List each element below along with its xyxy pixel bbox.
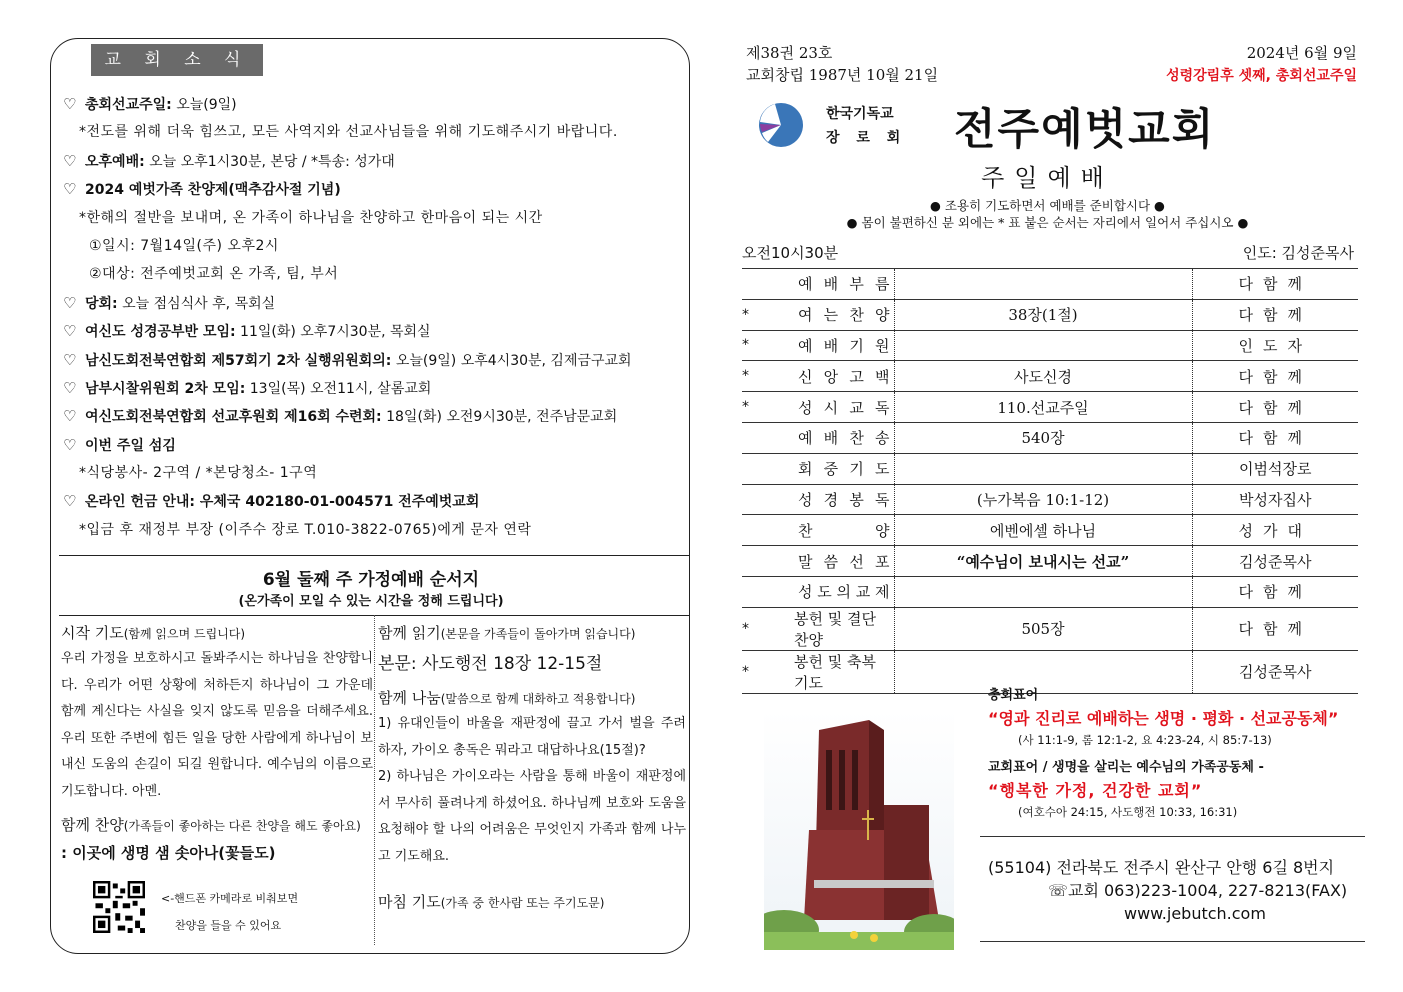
order-leader: 다함께 (1192, 392, 1358, 423)
news-item-detail: *식당봉사- 2구역 / *본당청소- 1구역 (79, 465, 318, 482)
home-worship-left-column (61, 621, 373, 865)
sharing-heading: 함께 나눔(말씀으로 함께 대화하고 적용합니다) (378, 689, 636, 707)
service-title: 주일예배 (981, 164, 1114, 192)
praise-song: : 이곳에 생명 샘 솟아나(꽃들도) (61, 844, 276, 862)
order-item (766, 576, 894, 607)
section-divider (59, 555, 689, 556)
order-item (766, 299, 894, 330)
notice-stand: ● 몸이 불편하신 분 외에는 * 표 붙은 순서는 자리에서 일어서 주십시오 ● (846, 215, 1249, 230)
order-content: 38장(1절) (894, 299, 1192, 330)
assembly-motto-label: 총회표어 (988, 688, 1039, 703)
order-leader: 김성준목사 (1192, 546, 1358, 577)
church-motto-reference: (여호수아 24:15, 사도행전 10:33, 16:31) (1018, 805, 1238, 819)
order-content: (누가복음 10:1-12) (894, 484, 1192, 515)
address-bottom-rule (980, 941, 1365, 942)
address-top-rule (980, 836, 1365, 837)
heart-icon: ♡ (63, 350, 77, 369)
service-leader: 인도: 김성준목사 (1242, 244, 1354, 262)
service-time-row (742, 242, 1354, 263)
order-leader: 인도자 (1192, 330, 1358, 361)
news-item: ♡ 총회선교주일: 오늘(9일) (63, 90, 687, 118)
order-content: 540장 (894, 422, 1192, 453)
praise-heading: 함께 찬양(가족들이 좋아하는 다른 찬양을 해도 좋아요) (61, 816, 361, 834)
order-leader: 다함께 (1192, 299, 1358, 330)
order-item (766, 650, 894, 693)
order-leader: 다함께 (1192, 607, 1358, 650)
opening-prayer-text: 우리 가정을 보호하시고 돌봐주시는 하나님을 찬양합니다. 우리가 어떤 상황에 처하든지 하나님이 그 가운데 함께 계신다는 사실을 잊지 않도록 믿음을 더해주세요. 우리 또한 주변에 힘든 일을 당한 사람에게 하나님이 보내신 도움의 손길이 되길 원합니다. 예수님의 이름으로 기도합니다. 아멘. (61, 651, 373, 799)
denomination: 한국기독교 장 로 회 (826, 106, 907, 146)
news-item: ♡ 여신도 성경공부반 모임: 11일(화) 오후7시30분, 목회실 (63, 317, 687, 345)
order-content: 사도신경 (894, 361, 1192, 392)
standing-marker (742, 269, 766, 300)
order-leader: 다함께 (1192, 422, 1358, 453)
standing-marker: * (742, 330, 766, 361)
order-content: 505장 (894, 607, 1192, 650)
church-motto: “행복한 가정, 건강한 교회” (988, 781, 1203, 800)
news-item-detail: ①일시: 7월14일(주) 오후2시 (89, 237, 279, 254)
order-item (766, 453, 894, 484)
website-link[interactable]: www.jebutch.com (1124, 904, 1266, 923)
order-item-label: 찬 양 (798, 521, 890, 540)
order-item-label: 신 앙 고 백 (798, 367, 890, 386)
heart-icon: ♡ (63, 378, 77, 397)
assembly-motto-reference: (사 11:1-9, 롬 12:1-2, 요 4:23-24, 시 85:7-13) (1018, 733, 1272, 747)
heart-icon: ♡ (63, 151, 77, 170)
order-item-label: 봉헌 및 축복기도 (794, 652, 876, 692)
order-row (742, 607, 1358, 650)
phone-line: ☏교회 063)223-1004, 227-8213(FAX) (1048, 881, 1348, 900)
order-leader: 다함께 (1192, 269, 1358, 300)
qr-code-icon[interactable] (93, 881, 145, 933)
order-row (742, 299, 1358, 330)
order-item-label: 말 씀 선 포 (798, 552, 890, 571)
news-item: ♡ 온라인 헌금 안내: 우체국 402180-01-004571 전주예벗교회 (63, 487, 687, 515)
order-item-label: 봉헌 및 결단찬양 (794, 609, 876, 649)
heart-icon: ♡ (63, 435, 77, 454)
order-row (742, 422, 1358, 453)
news-item: ♡ 2024 예벗가족 찬양제(맥추감사절 기념) (63, 175, 687, 203)
order-item (766, 269, 894, 300)
volume-number: 제38권 23호 (746, 44, 833, 62)
standing-marker (742, 546, 766, 577)
church-motto-label: 교회표어 / 생명을 살리는 예수님의 가족공동체 - (988, 760, 1264, 775)
reading-heading: 함께 읽기(본문을 가족들이 돌아가며 읽습니다) (378, 624, 636, 642)
order-leader: 박성자집사 (1192, 484, 1358, 515)
order-item (766, 484, 894, 515)
order-item-label: 예 배 기 원 (798, 336, 890, 355)
left-panel (50, 38, 690, 954)
news-item: ♡ 여신도회전북연합회 선교후원회 제16회 수련회: 18일(화) 오전9시30분, 전주남문교회 (63, 402, 687, 430)
order-row (742, 576, 1358, 607)
heart-icon: ♡ (63, 322, 77, 341)
sharing-question-2: 2) 하나님은 가이오라는 사람을 통해 바울이 재판정에서 무사히 풀려나게 하셨어요. 하나님께 보호와 도움을 요청해야 할 나의 어려움은 무엇인지 가족과 함께 나누고 기도해요. (378, 769, 686, 864)
right-panel (740, 38, 1365, 958)
heart-icon: ♡ (63, 180, 77, 199)
order-leader: 다함께 (1192, 576, 1358, 607)
heart-icon: ♡ (63, 407, 77, 426)
news-list (63, 90, 687, 544)
standing-marker (742, 576, 766, 607)
order-item (766, 330, 894, 361)
church-name: 전주예벗교회 (954, 105, 1216, 155)
news-item-detail: *한해의 절반을 보내며, 온 가족이 하나님을 찬양하고 한마음이 되는 시간 (79, 209, 543, 226)
news-item: ♡ 이번 주일 섬김 (63, 431, 687, 459)
order-item (766, 546, 894, 577)
order-leader: 성가대 (1192, 515, 1358, 546)
service-time: 오전10시30분 (742, 244, 839, 262)
order-content (894, 453, 1192, 484)
order-leader: 김성준목사 (1192, 650, 1358, 693)
heart-icon: ♡ (63, 492, 77, 511)
order-item (766, 392, 894, 423)
order-row (742, 515, 1358, 546)
order-item (766, 361, 894, 392)
order-content: 에벤에셀 하나님 (894, 515, 1192, 546)
qr-note: <-핸드폰 카메라로 비춰보면 찬양을 들을 수 있어요 (161, 892, 299, 932)
news-item: ♡ 남부시찰위원회 2차 모임: 13일(목) 오전11시, 살롬교회 (63, 374, 687, 402)
standing-marker (742, 422, 766, 453)
standing-marker: * (742, 650, 766, 693)
order-row (742, 392, 1358, 423)
home-worship-subtitle: (온가족이 모일 수 있는 시간을 정해 드립니다) (238, 594, 504, 609)
news-item: ♡ 오후예배: 오늘 오후1시30분, 본당 / *특송: 성가대 (63, 147, 687, 175)
news-header: 교 회 소 식 (91, 44, 263, 76)
order-item-label: 성 경 봉 독 (798, 490, 890, 509)
home-worship-title: 6월 둘째 주 가정예배 순서지 (262, 570, 480, 590)
closing-heading: 마침 기도(가족 중 한사람 또는 주기도문) (378, 893, 605, 911)
order-of-service-table (742, 268, 1358, 694)
opening-prayer-heading: 시작 기도(함께 읽으며 드립니다) (61, 624, 246, 642)
order-item-label: 성 도 의 교 제 (798, 583, 890, 602)
church-building-image (764, 710, 954, 950)
order-row (742, 330, 1358, 361)
heart-icon: ♡ (63, 95, 77, 113)
order-item (766, 422, 894, 453)
occasion: 성령강림후 셋째, 총회선교주일 (1166, 68, 1357, 84)
bulletin-date: 2024년 6월 9일 (1246, 44, 1357, 62)
sharing-question-1: 1) 유대인들이 바울을 재판정에 끌고 가서 벌을 주려 하자, 가이오 총독은 뭐라고 대답하나요(15절)? (378, 716, 686, 758)
address-line: (55104) 전라북도 전주시 완산구 안행 6길 8번지 (988, 858, 1335, 877)
order-row (742, 546, 1358, 577)
heart-icon: ♡ (63, 293, 77, 312)
order-row (742, 453, 1358, 484)
order-content (894, 269, 1192, 300)
order-item-label: 성 시 교 독 (798, 398, 890, 417)
news-item-detail: ②대상: 전주예벗교회 온 가족, 팀, 부서 (89, 266, 339, 283)
assembly-motto: “영과 진리로 예배하는 생명 · 평화 · 선교공동체” (988, 709, 1339, 728)
news-item: ♡ 당회: 오늘 점심식사 후, 목회실 (63, 289, 687, 317)
order-item-label: 예 배 부 름 (798, 275, 890, 294)
church-logo-icon (758, 102, 804, 148)
standing-marker: * (742, 299, 766, 330)
order-row (742, 269, 1358, 300)
order-content (894, 330, 1192, 361)
standing-marker: * (742, 361, 766, 392)
standing-marker (742, 453, 766, 484)
order-item-label: 예 배 찬 송 (798, 429, 890, 448)
standing-marker (742, 484, 766, 515)
standing-marker: * (742, 392, 766, 423)
reading-text: 본문: 사도행전 18장 12-15절 (378, 654, 603, 674)
order-row (742, 484, 1358, 515)
order-leader: 이범석장로 (1192, 453, 1358, 484)
order-row (742, 361, 1358, 392)
church-address (988, 856, 1358, 925)
order-content (894, 576, 1192, 607)
notice-prepare: ● 조용히 기도하면서 예배를 준비합시다 ● (930, 198, 1165, 213)
order-leader: 다함께 (1192, 361, 1358, 392)
order-item-label: 여 는 찬 양 (798, 306, 890, 325)
home-worship-right-column (378, 621, 686, 915)
order-item (766, 515, 894, 546)
news-item-detail: *전도를 위해 더욱 힘쓰고, 모든 사역지와 선교사님들을 위해 기도해주시기 바랍니다. (79, 124, 618, 141)
founded-date: 교회창립 1987년 10월 21일 (746, 66, 939, 84)
column-divider (374, 615, 375, 945)
order-content: 110.선교주일 (894, 392, 1192, 423)
motto-section (988, 684, 1368, 822)
order-content: “예수님이 보내시는 선교” (894, 546, 1192, 577)
news-item-detail: *입금 후 재정부 부장 (이주수 장로 T.010-3822-0765)에게 문자 연락 (79, 521, 532, 538)
order-item-label: 회 중 기 도 (798, 460, 890, 479)
order-item (766, 607, 894, 650)
standing-marker (742, 515, 766, 546)
news-item: ♡ 남신도회전북연합회 제57회기 2차 실행위원회의: 오늘(9일) 오후4시30분, 김제금구교회 (63, 346, 687, 374)
standing-marker: * (742, 607, 766, 650)
